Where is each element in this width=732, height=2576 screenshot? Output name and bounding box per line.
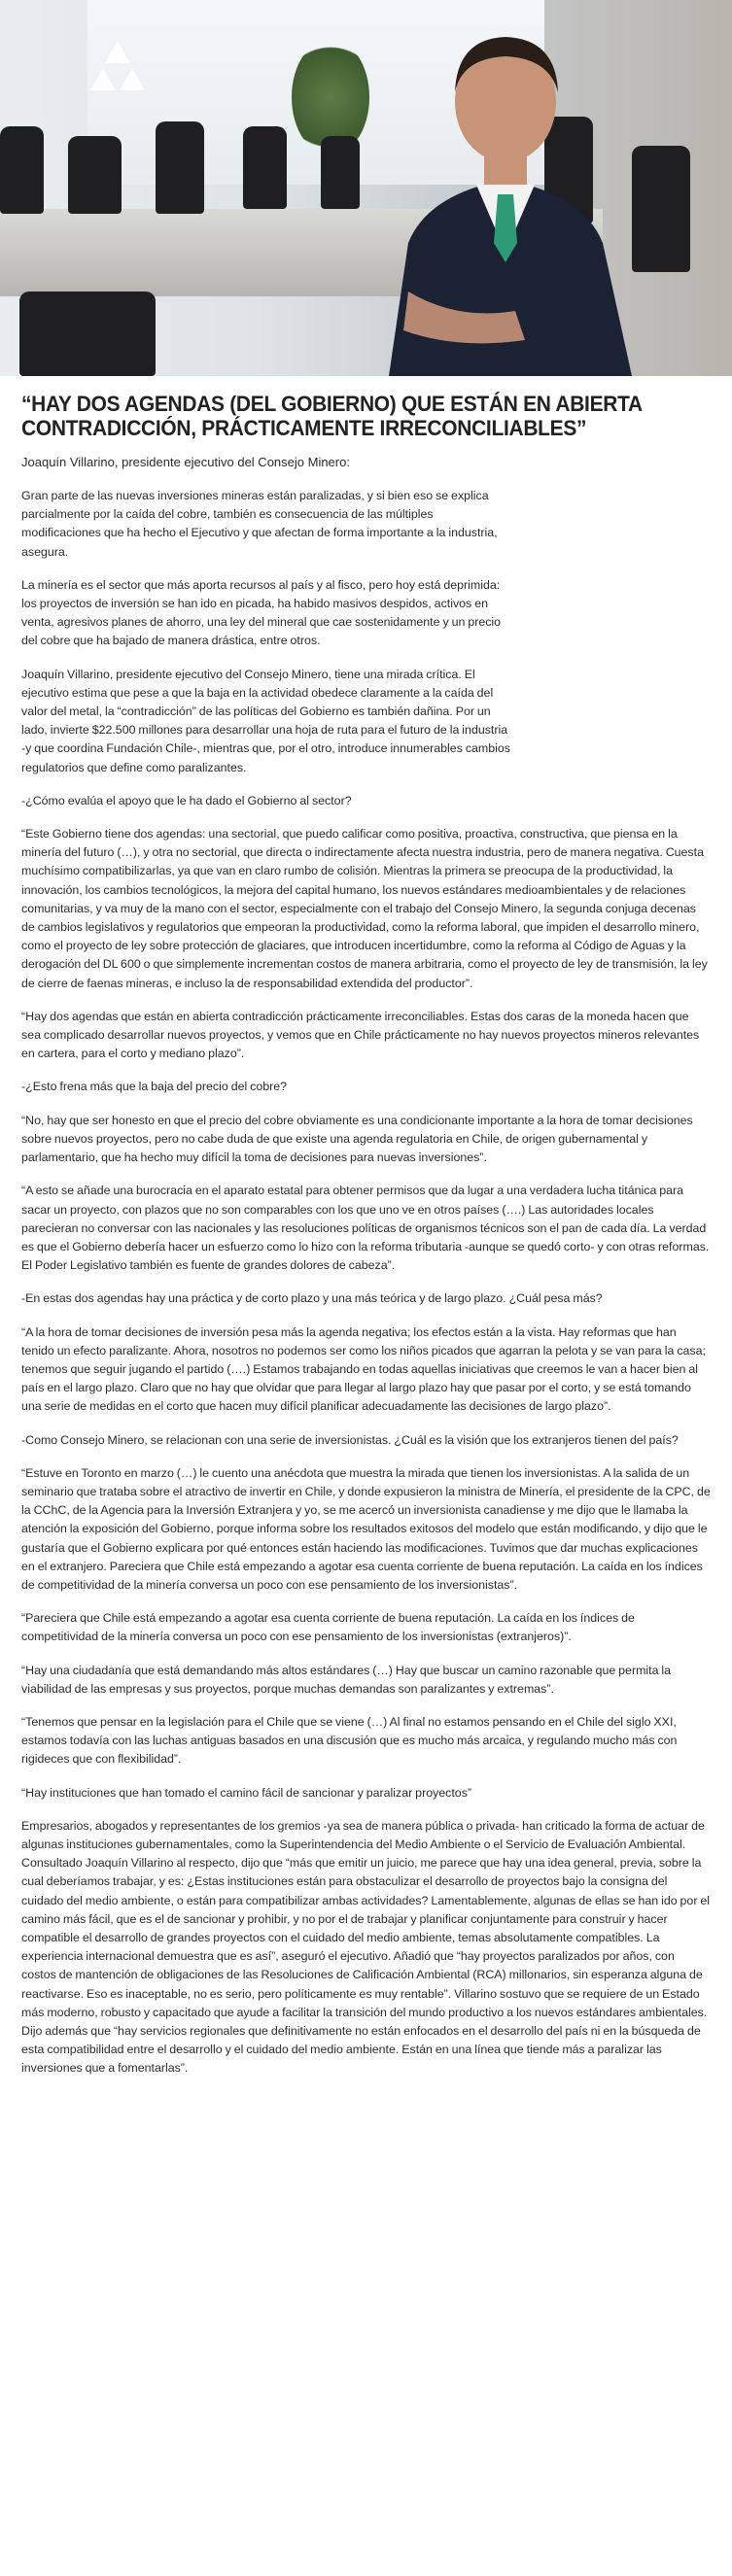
hero-photo: [0, 0, 732, 376]
article-paragraph: “A esto se añade una burocracia en el aparato estatal para obtener permisos que da lugar a una verdadera lucha titánica para sacar un proyecto, con plazos que no son comparables con los que uno ve en otros países (….) Las autoridades locales parecieran no conversar con las nacionales y las resoluciones políticas de organismos técnicos son el pan de cada día. La verdad es que el Gobierno debería hacer un esfuerzo como lo hizo con la reforma tributaria -aunque se quedó corto- y con otras reformas. El Poder Legislativo también es fuente de grandes dolores de cabeza”.: [21, 1184, 710, 1273]
article-paragraph: “Este Gobierno tiene dos agendas: una sectorial, que puedo calificar como positiva, proactiva, constructiva, que piensa en la minería del futuro (…), y otra no sectorial, que directa o indirectamente afecta nuestra industria, pero de manera negativa. Cuesta muchísimo compatibilizarlas, ya que van en claro rumbo de colisión. Mientras la primera se preocupa de la productividad, la innovación, los cambios tecnológicos, la mejora del capital humano, los nuevos estándares medioambientales y de relaciones comunitarias, y va muy de la mano con el sector, especialmente con el trabajo del Consejo Minero, la segunda conjuga decenas de cambios legislativos y regulatorios que empeoran la productividad, como la reforma laboral, que impiden el desarrollo minero, como el proyecto de ley sobre protección de glaciares, que introducen incertidumbre, como la reforma al Código de Aguas y la derogación del DL 600 o que simplemente incrementan costos de manera arbitraria, como el proyecto de ley de transmisión, la ley de cierre de faenas mineras, e incluso la de responsabilidad extendida del productor”.: [21, 827, 708, 990]
interview-question: -¿Esto frena más que la baja del precio del cobre?: [21, 1080, 288, 1094]
article-headline: “HAY DOS AGENDAS (DEL GOBIERNO) QUE ESTÁN EN ABIERTA CONTRADICCIÓN, PRÁCTICAMENTE IRRECONCILIABLES”: [21, 392, 643, 440]
company-logo-icon: [84, 39, 152, 107]
interview-question: -En estas dos agendas hay una práctica y de corto plazo y una más teórica y de largo plazo. ¿Cuál pesa más?: [21, 1291, 603, 1306]
office-chair: [243, 126, 287, 209]
office-chair: [156, 121, 204, 214]
article-paragraph: “A la hora de tomar decisiones de inversión pesa más la agenda negativa; los efectos están a la vista. Hay reformas que han tenido un efecto paralizante. Ahora, nosotros no podemos ser como los niños picados que agarran la pelota y se van para la casa; tenemos que seguir jugando el partido (….) Estamos trabajando en todas aquellas iniciativas que creemos le van a hacer bien al país en el largo plazo. Claro que no hay que olvidar que para llegar al largo plazo hay que pasar por el corto, y se está tomando una serie de medidas en el corto que hacen muy difícil planificar adecuadamente las decisiones de largo plazo”.: [21, 1324, 706, 1414]
office-chair: [321, 136, 360, 209]
interview-question: -Como Consejo Minero, se relacionan con una serie de inversionistas. ¿Cuál es la visión que los extranjeros tienen del país?: [21, 1432, 679, 1447]
article-paragraph: “Hay dos agendas que están en abierta contradicción prácticamente irreconciliables. Estas dos caras de la moneda hacen que sea complicado desarrollar nuevos proyectos, y vemos que en Chile prácticamente no hay nuevos proyectos mineros relevantes en cartera, para el corto y mediano plazo”.: [21, 1009, 700, 1061]
article-paragraph: Empresarios, abogados y representantes de los gremios -ya sea de manera pública o privada- han criticado la forma de actuar de algunas instituciones gubernamentales, como la Superintendencia del Medio Ambiente o el Servicio de Evaluación Ambiental. Consultado Joaquín Villarino al respecto, dijo que “más que emitir un juicio, me parece que hay una idea general, previa, sobre la cual deberíamos trabajar, y es: ¿Estas instituciones están para obstaculizar el desarrollo de proyectos bajo la consigna del cuidado del medio ambiente, o están para compatibilizar ambas actividades? Lamentablemente, algunas de ellas se han ido por el camino más fácil, que es el de sancionar y prohibir, y no por el de trabajar y planificar conjuntamente para construir y hacer compatible el desarrollo de grandes proyectos con el cuidado del medio ambiente, temas absolutamente compatibles. La experiencia internacional demuestra que es así”, aseguró el ejecutivo. Añadió que “hay proyectos paralizados por años, con costos de mantención de obligaciones de las Resoluciones de Calificación Ambiental (RCA) millonarios, sin esperanza alguna de reactivarse. Eso es inaceptable, no es serio, pero políticamente es muy rentable”. Villarino sostuvo que se requiere de un Estado más moderno, robusto y capacitado que ayude a facilitar la transición del mundo productivo a los nuevos estándares ambientales. Dijo además que “hay servicios regionales que definitivamente no están enfocados en el desarrollo del país ni en la búsqueda de esta compatibilidad entre el desarrollo y el cuidado del medio ambiente. Están en una línea que tiende más a paralizar las inversiones que a fomentarlas”.: [21, 1818, 711, 2076]
interview-question: -¿Cómo evalúa el apoyo que le ha dado el Gobierno al sector?: [21, 793, 352, 807]
article-byline: Joaquín Villarino, presidente ejecutivo del Consejo Minero:: [21, 455, 350, 469]
pull-quote: “Hay una ciudadanía que está demandando más altos estándares (…) Hay que buscar un camino razonable que permita la viabilidad de las empresas y sus proyectos, porque muchas demandas son paralizantes y extremas”.: [21, 1663, 672, 1696]
office-chair: [0, 126, 44, 214]
pull-quote: “Pareciera que Chile está empezando a agotar esa cuenta corriente de buena reputación. La caída en los índices de competitividad de la minería conversa un poco con ese pensamiento de los inversionistas (extranjeros)”.: [21, 1611, 635, 1644]
article-paragraph: Joaquín Villarino, presidente ejecutivo del Consejo Minero, tiene una mirada crítica. El ejecutivo estima que pese a que la baja en la actividad obedece claramente a la caída del valor del metal, la “contradicción” de las políticas del Gobierno es también dañina. Por un lado, invierte $22.500 millones para desarrollar una hoja de ruta para el futuro de la industria -y que coordina Fundación Chile-, mientras que, por el otro, introduce innumerables cambios regulatorios que define como paralizantes.: [21, 667, 510, 774]
section-subheading: “Hay instituciones que han tomado el camino fácil de sancionar y paralizar proyectos”: [21, 1785, 472, 1800]
article-paragraph: “No, hay que ser honesto en que el precio del cobre obviamente es una condicionante importante a la hora de tomar decisiones sobre nuevos proyectos, pero no cabe duda de que existe una agenda regulatoria en Chile, de origen gubernamental y parlamentario, que ha hecho muy difícil la toma de decisiones para nuevas inversiones”.: [21, 1113, 693, 1165]
portrait-person: [369, 0, 642, 376]
pull-quote: “Tenemos que pensar en la legislación para el Chile que se viene (…) Al final no estamos pensando en el Chile del siglo XXI, estamos todavía con las luchas antiguas basados en una discusión que es mucho más arcaica, y regulando mucho más con rigideces que con flexibilidad”.: [21, 1714, 678, 1767]
office-chair: [68, 136, 122, 214]
office-chair: [19, 292, 156, 376]
article-paragraph: “Estuve en Toronto en marzo (…) le cuento una anécdota que muestra la mirada que tienen los inversionistas. A la salida de un seminario que trataba sobre el atractivo de invertir en Chile, y donde expusieron la ministra de Minería, el presidente de la CPC, de la CChC, de la Agencia para la Inversión Extranjera y yo, se me acercó un inversionista canadiense y me dijo que le llamaba la atención la exposición del Gobierno, porque informa sobre los resultados exitosos del modelo que están modificando, y dijo que le gustaría que el Gobierno explicara por qué entonces están haciendo las modificaciones. Tuvimos que dar muchas explicaciones en el extranjero. Pareciera que Chile está empezando a agotar esa cuenta corriente de buena reputación. La caída en los índices de competitividad de la minería conversa un poco con ese pensamiento de los inversionistas”.: [21, 1465, 711, 1592]
article-body: [0, 392, 732, 2078]
article-paragraph: La minería es el sector que más aporta recursos al país y al fisco, pero hoy está deprimida: los proyectos de inversión se han ido en picada, ha habido masivos despidos, activos en venta, agresivos planes de ahorro, una ley del mineral que cae sostenidamente y un precio del cobre que ha bajado de manera drástica, entre otros.: [21, 577, 502, 648]
article-paragraph: Gran parte de las nuevas inversiones mineras están paralizadas, y si bien eso se explica parcialmente por la caída del cobre, también es consecuencia de las múltiples modificaciones que ha hecho el Ejecutivo y que afectan de forma importante a la industria, asegura.: [21, 489, 498, 559]
